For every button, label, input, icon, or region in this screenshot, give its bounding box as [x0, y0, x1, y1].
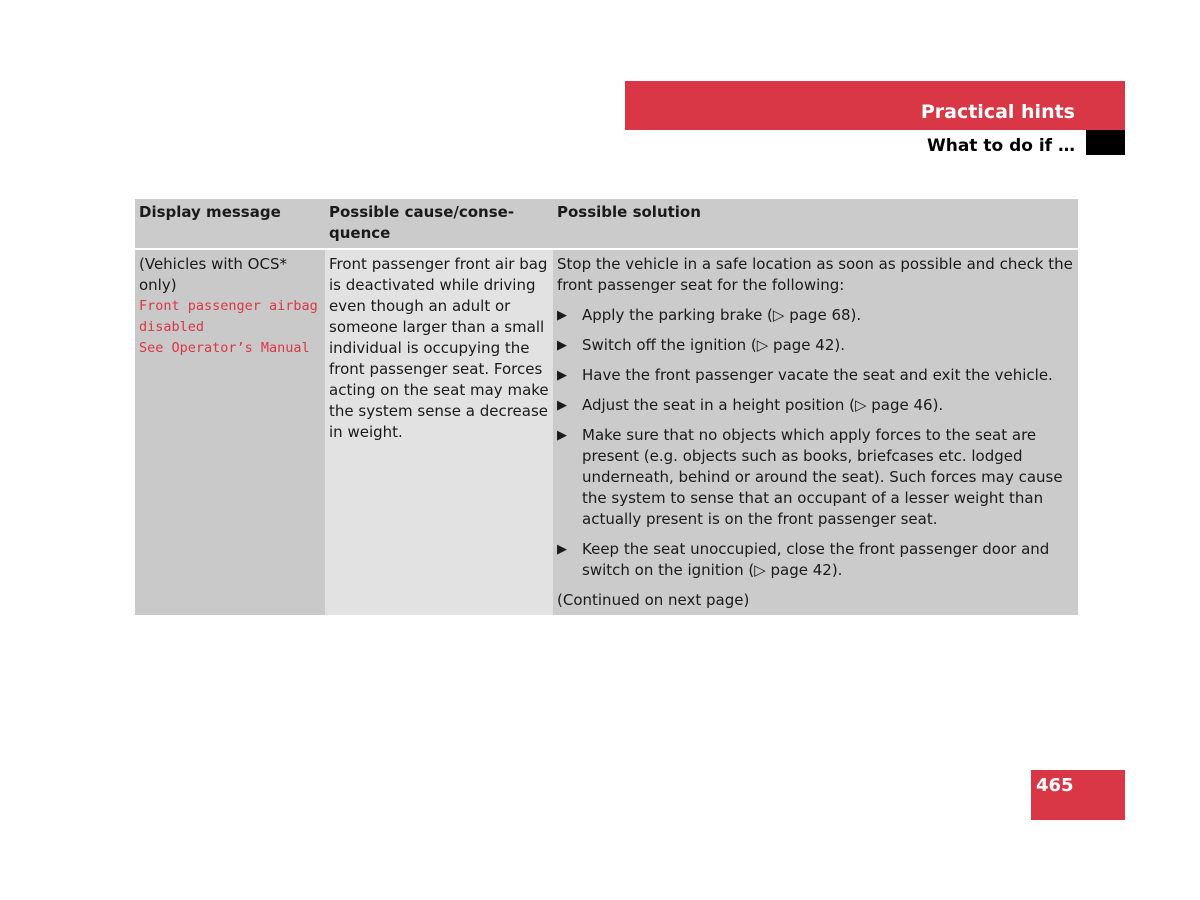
triangle-bullet-icon: ▶ — [557, 368, 567, 383]
troubleshooting-table — [135, 199, 1078, 615]
list-item — [557, 425, 1074, 530]
display-message-line: Front passenger airbag — [139, 298, 318, 314]
triangle-bullet-icon: ▶ — [557, 338, 567, 353]
table-header-row — [135, 199, 1078, 249]
step-text: Switch off the ignition (▷ page 42). — [582, 336, 845, 354]
step-text: Apply the parking brake (▷ page 68). — [582, 306, 862, 324]
section-marker-tab — [1086, 130, 1125, 155]
list-item — [557, 539, 1074, 581]
triangle-bullet-icon: ▶ — [557, 308, 567, 323]
display-message-line: disabled — [139, 319, 205, 335]
list-item — [557, 365, 1074, 386]
step-text: Have the front passenger vacate the seat and exit the vehicle. — [582, 366, 1053, 384]
column-header-display-message: Display message — [135, 199, 325, 249]
triangle-bullet-icon: ▶ — [557, 428, 567, 443]
step-text: Keep the seat unoccupied, close the front passenger door and switch on the ignition (▷ page 42). — [582, 540, 1050, 579]
triangle-bullet-icon: ▶ — [557, 542, 567, 557]
section-title: Practical hints — [920, 101, 1075, 123]
list-item — [557, 305, 1074, 326]
table-row — [135, 249, 1078, 615]
solution-steps-list — [557, 305, 1074, 581]
vehicle-condition-note: (Vehicles with OCS* only) — [139, 255, 287, 294]
list-item — [557, 395, 1074, 416]
continued-note: (Continued on next page) — [557, 591, 750, 609]
display-message-line: See Operator’s Manual — [139, 340, 310, 356]
display-message-cell — [135, 249, 325, 615]
step-text: Adjust the seat in a height position (▷ page 46). — [582, 396, 944, 414]
step-text: Make sure that no objects which apply forces to the seat are present (e.g. objects such as books, briefcases etc. lodged underneath, behind or around the seat). Such forces may cause the system to sense that an occupant of a lesser weight than actually present is on the front passenger seat. — [582, 426, 1063, 528]
column-header-possible-solution: Possible solution — [553, 199, 1078, 249]
subsection-title: What to do if … — [926, 136, 1075, 156]
column-header-possible-cause: Possible cause/conse- quence — [325, 199, 553, 249]
triangle-bullet-icon: ▶ — [557, 398, 567, 413]
possible-cause-cell: Front passenger front air bag is deactivated while driving even though an adult or someone larger than a small individual is occupying the front passenger seat. Forces acting on the seat may make the system sense a decrease in weight. — [325, 249, 553, 615]
possible-solution-cell — [553, 249, 1078, 615]
solution-intro: Stop the vehicle in a safe location as soon as possible and check the front passenger seat for the following: — [557, 255, 1073, 294]
list-item — [557, 335, 1074, 356]
page-number: 465 — [1036, 775, 1074, 796]
